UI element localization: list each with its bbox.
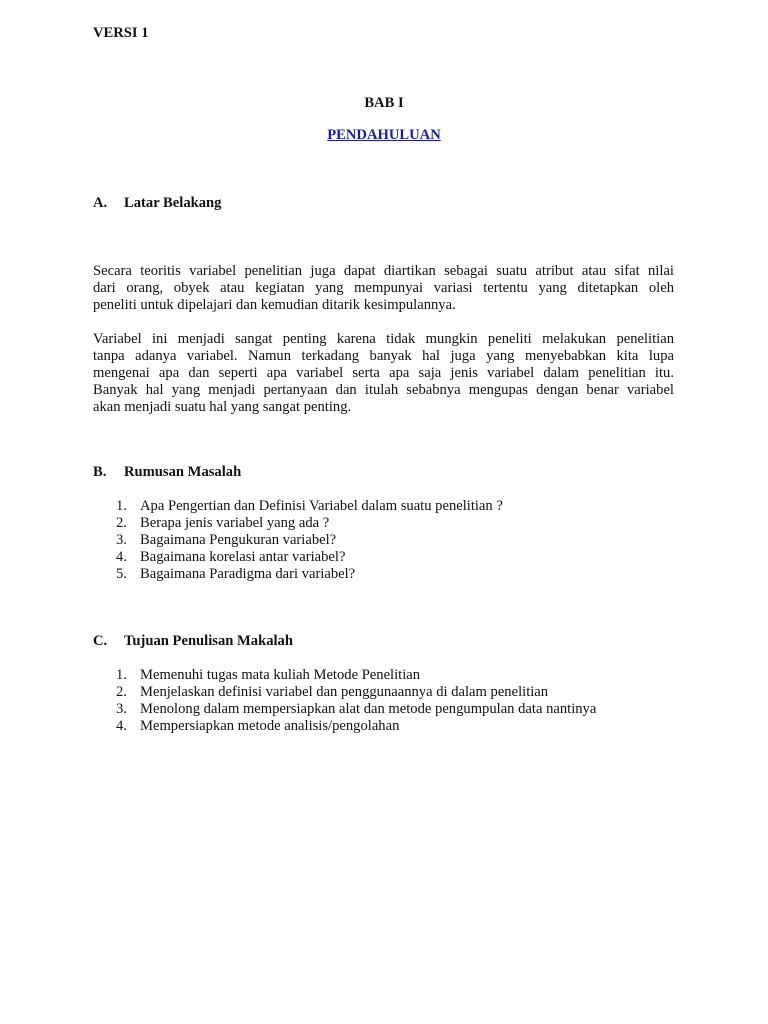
list-text: Bagaimana Pengukuran variabel? xyxy=(140,532,337,548)
list-item xyxy=(116,515,503,532)
list-item xyxy=(116,498,503,515)
chapter-title-wrap xyxy=(0,127,768,144)
list-text: Menolong dalam mempersiapkan alat dan metode pengumpulan data nantinya xyxy=(140,701,597,717)
section-letter: B. xyxy=(93,464,107,480)
paragraph-line: tanpa adanya variabel. Namun terkadang banyak hal juga yang menyebabkan kita lupa xyxy=(93,348,674,364)
list-item xyxy=(116,566,503,583)
list-number: 2. xyxy=(116,684,127,700)
list-item xyxy=(116,532,503,549)
paragraph-line: Secara teoritis variabel penelitian juga dapat diartikan sebagai suatu atribut atau sifat nilai xyxy=(93,263,674,279)
chapter-title: PENDAHULUAN xyxy=(327,127,441,143)
section-b-heading xyxy=(93,464,241,481)
paragraph-line: peneliti untuk dipelajari dan kemudian ditarik kesimpulannya. xyxy=(93,297,456,313)
section-letter: C. xyxy=(93,633,108,649)
paragraph-line: dari orang, obyek atau kegiatan yang mempunyai variasi tertentu yang ditetapkan oleh xyxy=(93,280,674,296)
list-number: 3. xyxy=(116,701,127,717)
list-item xyxy=(116,667,596,684)
list-number: 5. xyxy=(116,566,127,582)
goals-list xyxy=(116,667,596,735)
paragraph xyxy=(93,263,674,314)
problem-list xyxy=(116,498,503,583)
section-c-heading xyxy=(93,633,293,650)
section-title: Latar Belakang xyxy=(124,195,222,211)
paragraph-line: Banyak hal yang menjadi pertanyaan dan itulah sebabnya mengupas dengan benar variabel xyxy=(93,382,674,398)
paragraph-line: mengenai apa dan seperti apa variabel serta apa saja jenis variabel dalam penelitian itu. xyxy=(93,365,674,381)
list-item xyxy=(116,684,596,701)
list-number: 4. xyxy=(116,718,127,734)
chapter-label: BAB I xyxy=(364,95,404,111)
list-number: 1. xyxy=(116,498,127,514)
list-text: Bagaimana Paradigma dari variabel? xyxy=(140,566,356,582)
list-number: 2. xyxy=(116,515,127,531)
list-text: Memenuhi tugas mata kuliah Metode Penelitian xyxy=(140,667,421,683)
list-item xyxy=(116,718,596,735)
paragraph-line: akan menjadi suatu hal yang sangat penting. xyxy=(93,399,352,415)
list-text: Apa Pengertian dan Definisi Variabel dalam suatu penelitian ? xyxy=(140,498,503,514)
list-text: Berapa jenis variabel yang ada ? xyxy=(140,515,330,531)
list-number: 4. xyxy=(116,549,127,565)
paragraph xyxy=(93,331,674,416)
list-text: Bagaimana korelasi antar variabel? xyxy=(140,549,346,565)
list-text: Mempersiapkan metode analisis/pengolahan xyxy=(140,718,400,734)
list-item xyxy=(116,549,503,566)
paragraph-line: Variabel ini menjadi sangat penting karena tidak mungkin peneliti melakukan penelitian xyxy=(93,331,674,347)
section-letter: A. xyxy=(93,195,108,211)
section-title: Rumusan Masalah xyxy=(124,464,242,480)
list-text: Menjelaskan definisi variabel dan penggunaannya di dalam penelitian xyxy=(140,684,549,700)
version-label: VERSI 1 xyxy=(93,25,149,41)
section-a-heading xyxy=(93,195,221,212)
section-title: Tujuan Penulisan Makalah xyxy=(124,633,293,649)
list-number: 1. xyxy=(116,667,127,683)
list-number: 3. xyxy=(116,532,127,548)
list-item xyxy=(116,701,596,718)
